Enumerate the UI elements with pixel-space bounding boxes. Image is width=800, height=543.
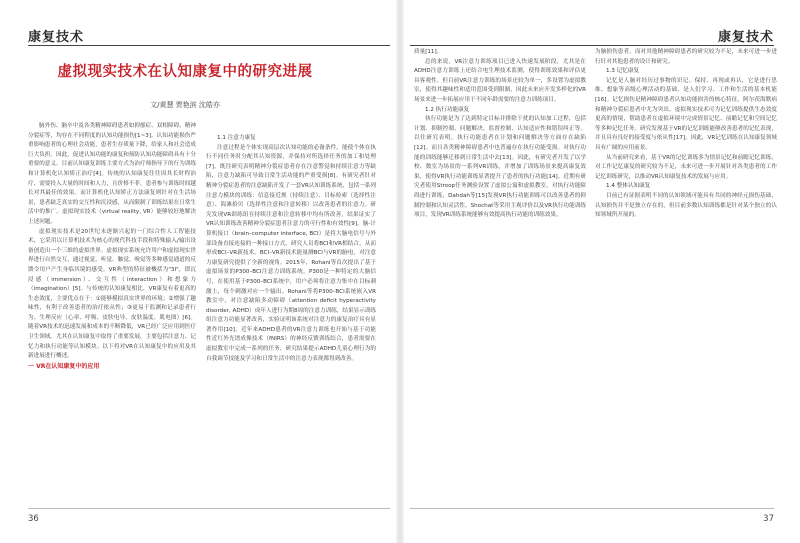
paragraph: 虚拟现实技术是20世纪末逐渐兴起的一门综合性人工智能技术，它采用以计算机技术为核心的现代科技手段和特殊输入/输出设备创造出一个三维的虚拟世界。虚拟现实系统允许用户和虚拟现实世界进行自然交互，通过视觉、听觉、触觉、嗅觉等多种感觉通道的反馈令用户产生身临其境的感受。VR典型的特征被概括为"3I"，即沉浸感（immersion）、交互性（interaction）和想象力（imagination）[5]。与传统的认知康复相比，VR康复有着更高的生态效度，主要优点在于：①能够模拟真实世界的环境；②增强了趣味性，有利于改善患者的治疗依从性；③更易于监测和记录患者行为、生理反应（心率、呼吸、皮肤电导、皮肤温度、肌电图）[6]。随着VR技术的迅速发展和成本的不断降低，VR已经广泛应用到医疗卫生领域。尤其在认知康复中取得了重要发展，主要包括注意力、记忆力和执行功能等认知模块。以下将对VR在认知康复中的应用及其新进展进行概述。 — [28, 228, 196, 360]
subsection-heading: 1.4 整体认知康复 — [606, 183, 651, 190]
right-column-1 — [414, 48, 586, 508]
paragraph: 脑外伤、脑卒中及各类精神障碍患者如抑郁症、双相障碍、精神分裂症等，均存在不同程度的认知功能损伤[1~3]。认知功能损伤严重影响患者的心理社会功能，患者生存质量下降，给家人和社会造成巨大负担。因此，促进认知功能的康复和预防认知功能障碍具有十分重要的意义。目前认知康复训练主要方式为治疗师指导下的行为训练和计算机化认知矫正治疗[4]。传统的认知康复往往因其长时程治疗、需要投入大量的时间和人力，且价格不菲，患者参与训练时间越长对其最佳的效果。而计算机化认知矫正方法康复则针对在生活场景，患者缺乏真实的交互性和沉浸感，从而限制了训练结果在日常生活中的推广。虚拟现实技术（virtual reality, VR）能够较好地解决上述问题。 — [28, 123, 196, 225]
section-heading: 一 VR在认知康复中的应用 — [28, 362, 100, 370]
section-label: 康复技术 — [28, 30, 85, 45]
right-column-2 — [595, 48, 777, 508]
page-number: 36 — [28, 514, 39, 524]
paragraph: 质量[11]。 — [414, 49, 443, 55]
subsection-heading: 1.3 记忆康复 — [606, 68, 640, 75]
section-label: 康复技术 — [717, 30, 774, 45]
subsection-heading: 1.1 注意力康复 — [217, 135, 256, 141]
header-rule — [28, 45, 390, 46]
left-column-2 — [206, 134, 376, 510]
paragraph: 执行功能是为了达到特定目标并排除干扰的认知加工过程，包括计划、抑制控制、问题解决、监督控制、认知适应性和错误纠正等。以往研究表明，执行功能患者在计划和问题解决等方面存在缺陷[12]。而且各类精神障碍患者中也普遍存在执行功能受损。对执行功能的训练能够迁移到日常生活中去[13]。因此，有研究者开发了以学校、数室为场景的一系列VR训练，并增加了训练场景来提高康复效果，使得VR执行功能训练显著提升了患者的执行功能[14]。近期有研究者使用Stroop任务测验设置了虚拟公寓和虚拟教室，对执行功能障碍进行训练，Dahdah等[15]发现VR执行功能训练可以改善患者的抑制控制和认知灵活性。Shochat等采用主观评价以及VR执行功能训练项目，发现VR训练系统能够有效提高执行功能的训练效果。 — [414, 116, 586, 219]
paragraph: 从当前研究来看，基于VR的记忆训练多为情景记忆和前瞻记忆训练，对工作记忆康复的研究较为不足，未来可进一步开展针对各类患者的工作记忆训练研究，以推动VR认知康复技术的发展与应用。 — [595, 154, 777, 180]
footer-rule — [410, 508, 774, 509]
paragraph: 为脑损伤患者，而对其他精神障碍患者的研究较为不足，未来可进一步进行针对其他患者的设计和研究。 — [595, 49, 777, 65]
subsection-heading: 1.2 执行功能康复 — [425, 106, 470, 113]
right-page — [400, 0, 800, 543]
header-rule — [410, 45, 774, 46]
paragraph: 注意过程是个体实现高层次认知功能的必备条件，能使个体在执行不同任务时分配其认知资源，并保持对所选择任务的加工和处理[7]。既往研究表明精神分裂症患者存在注意警觉和持续注意力等缺陷，注意力缺陷可导致日常生活功能的严重受损[8]。有研究者针对精神分裂症患者的注意缺陷开发了一套VR认知训练系统，包括一系列注意力模块的训练：信息接近规（持续注意）、目标检索（选择性注意）、海滩拾贝（选择性注意和注意转移）以改善患者的注意力。研究发现VR训练组在持续注意和注意转移中均有所改善，结果证实了VR认知训练改善精神分裂症患者注意力的可行性和有效性[9]。脑-计算机接口（brain–computer interface, BCI）是将大脑电信号与外部设备直接连接的一种接口方式，研究人员将BCI和VR相结合，从而形成BCI–VR新技术。BCI–VR新技术能量测BCI与VR的脑电，对注意力康复研究提供了全新的视角。2015年，Rohani等首次提出了基于虚拟场景的P300–BCI注意力训练系统，P300是一种特定的大脑信号，在使用基于P300–BCI系统中，用户必须将注意力集中在目标刺激上，每个刺激对应一个输出。Rohani等将P300–BCI系统嵌入VR教室中，对注意缺陷多动障碍（attention deficit hyperactivity disorder, ADHD）成年人进行为期8周的注意力训练，结果显示训练组注意力功能显著改善，实验证明该系统对注意力的康复治疗具有显著作用[10]。近年来ADHD患者的VR注意力训练也开始与基于功能性近红外光谱成像技术（fNIRS）的神经反馈训练结合，患者需要在虚拟教室中完成一系列的任务，研究结果提示ADHD儿童心理行为的自我调节技能及学习和日常生活中的注意力表现都得到改善。 — [206, 144, 376, 362]
paragraph: 目前已有证据表明不同的认知领域可能具有共同的神经元损伤基础，认知损伤并不是独立存在的，但目前多数认知训练都是针对某个独立的认知领域所开展的。 — [595, 192, 777, 219]
article-authors: 文/黄慧 贾艳滨 沈皓亦 — [150, 101, 220, 109]
footer-rule — [28, 508, 390, 509]
page-number: 37 — [763, 514, 774, 524]
article-title: 虚拟现实技术在认知康复中的研究进展 — [57, 64, 313, 80]
left-column-1 — [28, 122, 196, 510]
paragraph: 总的来说，VR注意力训练项目已进入快速发展阶段，尤其是在ADHD注意力训练上还结合电生理技术监测，使得训练效果和评估更具客观性。但目前VR注意力训练的场景还较为单一，多设置为虚拟教室，使得其趣味性和适用范围受到限制，因此未来应开发多样化的VR场景来进一步拓展应用于不同年龄需要的注意力训练项目。 — [414, 58, 586, 103]
paragraph: 记忆是人脑对经历过事物的识记、保持、再现或再认，它是进行思维、想象等高级心理活动的基础，是人们学习、工作和生活的基本机能[16]。记忆损伤是精神障碍患者认知功能损害的核心特征，阿尔茨海默病和精神分裂症患者中尤为突出。虚拟现实技术可为记忆训练提供生态效度更高的情境，帮助患者在虚拟环境中完成情景记忆、前瞻记忆和空间记忆等多种记忆任务。研究发现基于VR的记忆训练能够改善患者的记忆表现，并且具有良好的接受度与依从性[17]。因此，VR记忆训练在认知康复领域具有广阔的应用前景。 — [595, 77, 777, 151]
